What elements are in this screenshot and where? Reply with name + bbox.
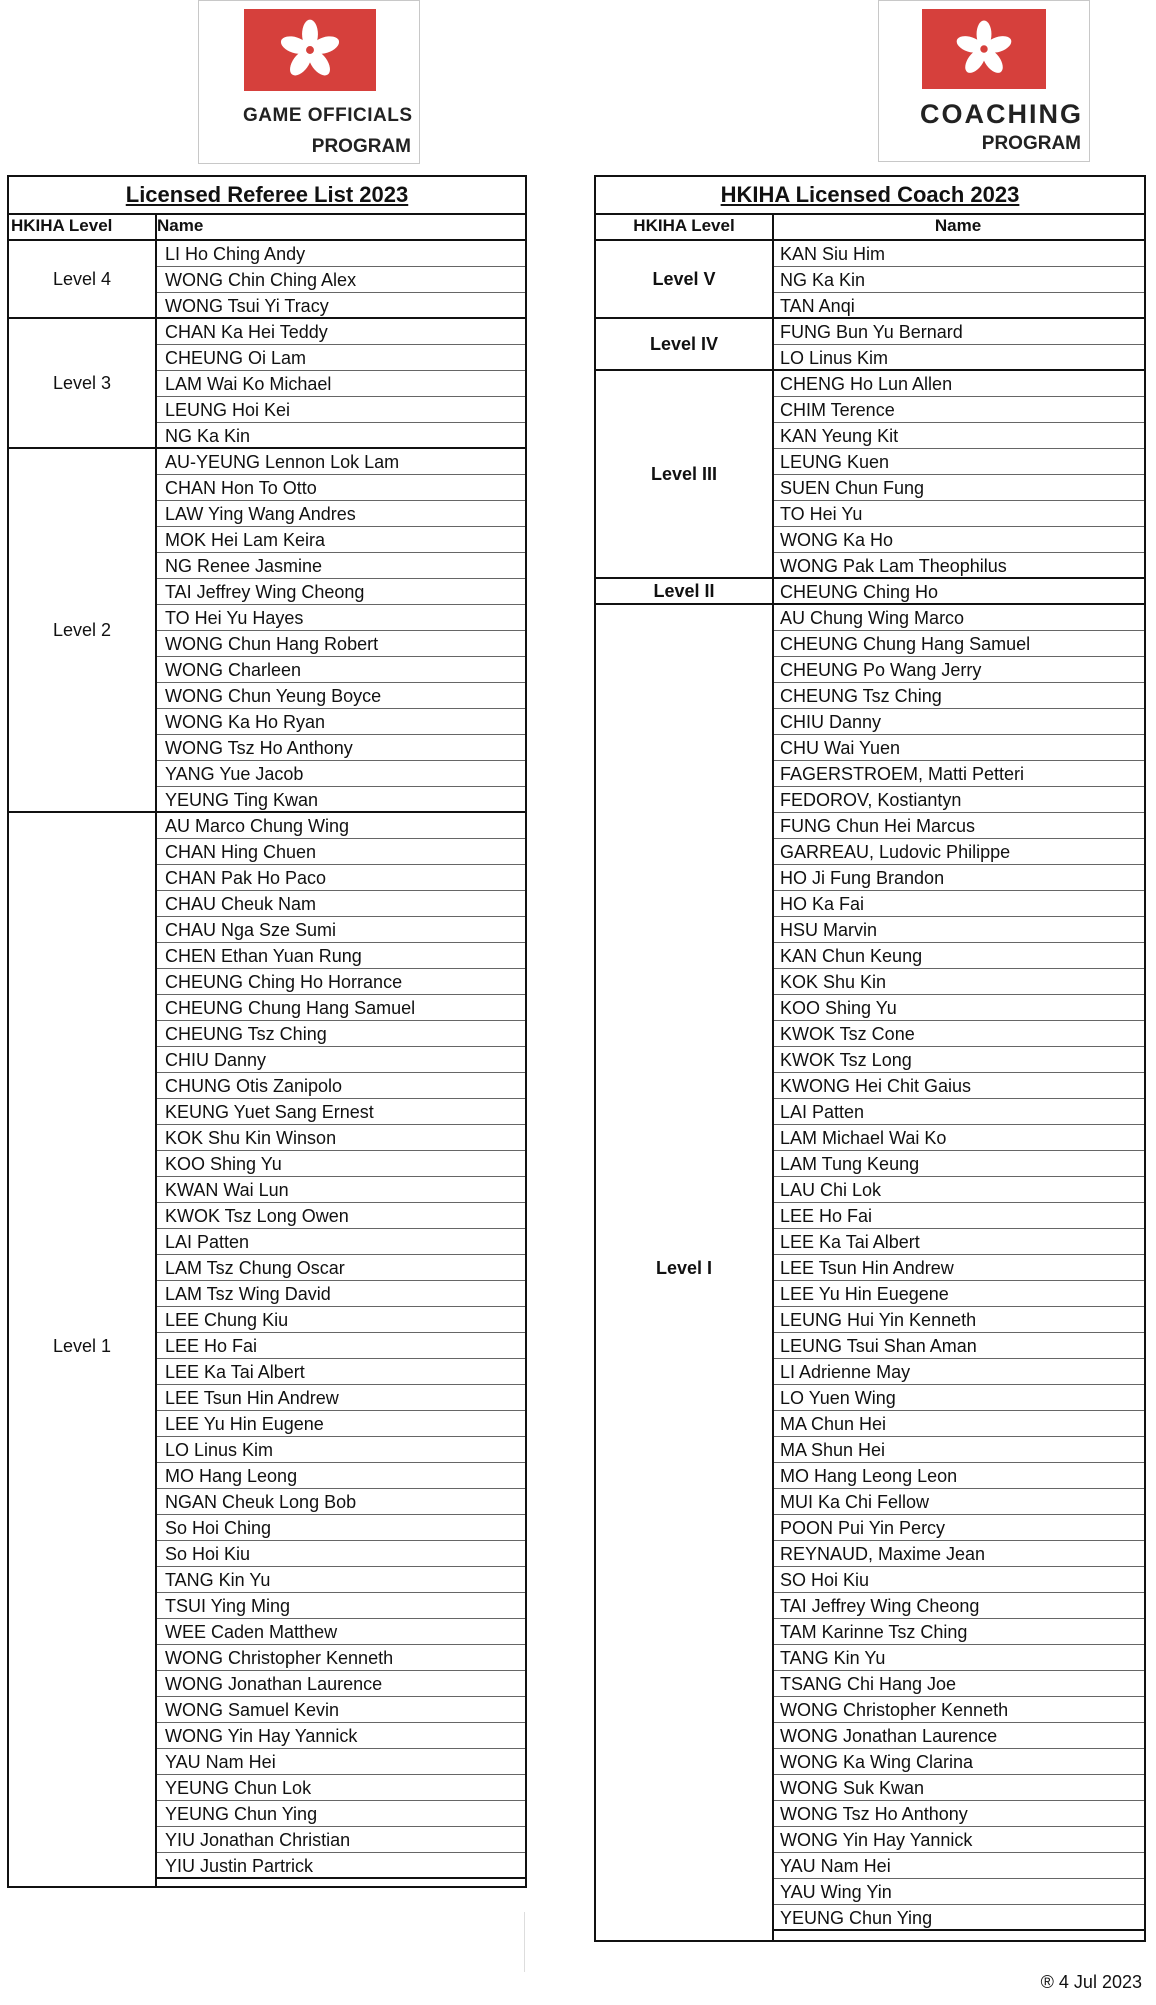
- logo-text-line1: GAME OFFICIALS: [243, 105, 413, 126]
- name-cell: KOO Shing Yu: [157, 1151, 525, 1177]
- name-cell: TO Hei Yu: [774, 501, 1144, 527]
- name-cell: LAM Tsz Chung Oscar: [157, 1255, 525, 1281]
- name-cell: NG Renee Jasmine: [157, 553, 525, 579]
- table-header: [596, 213, 1144, 241]
- name-cell: WONG Christopher Kenneth: [774, 1697, 1144, 1723]
- name-cell: CHAN Pak Ho Paco: [157, 865, 525, 891]
- name-cell: WONG Charleen: [157, 657, 525, 683]
- name-cell: YAU Wing Yin: [774, 1879, 1144, 1905]
- name-cell: KAN Chun Keung: [774, 943, 1144, 969]
- game-officials-logo: [198, 0, 420, 164]
- name-cell: CHAN Hing Chuen: [157, 839, 525, 865]
- divider-line: [524, 1912, 525, 1972]
- name-cell: TANG Kin Yu: [157, 1567, 525, 1593]
- name-cell: WONG Pak Lam Theophilus: [774, 553, 1144, 579]
- logo-text-line2: PROGRAM: [981, 133, 1081, 154]
- name-cell: MA Shun Hei: [774, 1437, 1144, 1463]
- name-cell: CHENG Ho Lun Allen: [774, 371, 1144, 397]
- name-cell: KWOK Tsz Long: [774, 1047, 1144, 1073]
- name-cell: LI Ho Ching Andy: [157, 241, 525, 267]
- level-cell: Level 4: [9, 241, 155, 319]
- name-cell: LEE Tsun Hin Andrew: [774, 1255, 1144, 1281]
- name-cell: LAU Chi Lok: [774, 1177, 1144, 1203]
- name-cell: LAM Tsz Wing David: [157, 1281, 525, 1307]
- hk-flag-icon: [922, 9, 1046, 89]
- name-cell: LO Linus Kim: [774, 345, 1144, 371]
- name-cell: NGAN Cheuk Long Bob: [157, 1489, 525, 1515]
- logo-text-line2: PROGRAM: [311, 136, 411, 157]
- name-cell: CHIM Terence: [774, 397, 1144, 423]
- level-cell: Level I: [655, 1257, 713, 1278]
- name-cell: LEUNG Hui Yin Kenneth: [774, 1307, 1144, 1333]
- name-cell: MUI Ka Chi Fellow: [774, 1489, 1144, 1515]
- name-cell: YEUNG Ting Kwan: [157, 787, 525, 813]
- name-cell: HO Ka Fai: [774, 891, 1144, 917]
- name-cell: KOK Shu Kin: [774, 969, 1144, 995]
- name-cell: WONG Jonathan Laurence: [774, 1723, 1144, 1749]
- name-cell: CHAU Cheuk Nam: [157, 891, 525, 917]
- level-cell: Level IV: [596, 319, 772, 371]
- name-cell: So Hoi Kiu: [157, 1541, 525, 1567]
- name-cell: WONG Tsz Ho Anthony: [157, 735, 525, 761]
- name-cell: TANG Kin Yu: [774, 1645, 1144, 1671]
- name-cell: CHIU Danny: [157, 1047, 525, 1073]
- name-cell: LAI Patten: [157, 1229, 525, 1255]
- table-title: Licensed Referee List 2023: [9, 177, 525, 215]
- name-cell: TSUI Ying Ming: [157, 1593, 525, 1619]
- name-cell: LO Yuen Wing: [774, 1385, 1144, 1411]
- name-cell: WONG Yin Hay Yannick: [157, 1723, 525, 1749]
- name-cell: KAN Siu Him: [774, 241, 1144, 267]
- name-cell: LEE Yu Hin Eugene: [157, 1411, 525, 1437]
- referee-table: [7, 175, 527, 1888]
- name-cell: KEUNG Yuet Sang Ernest: [157, 1099, 525, 1125]
- name-cell: YEUNG Chun Ying: [157, 1801, 525, 1827]
- name-cell: AU-YEUNG Lennon Lok Lam: [157, 449, 525, 475]
- name-cell: CHEUNG Chung Hang Samuel: [157, 995, 525, 1021]
- header-level: HKIHA Level: [633, 216, 735, 235]
- name-cell: CHEN Ethan Yuan Rung: [157, 943, 525, 969]
- coach-table: [594, 175, 1146, 1942]
- name-cell: WONG Ka Ho Ryan: [157, 709, 525, 735]
- name-cell: WONG Chun Hang Robert: [157, 631, 525, 657]
- name-cell: TAI Jeffrey Wing Cheong: [774, 1593, 1144, 1619]
- name-cell: LEE Yu Hin Euegene: [774, 1281, 1144, 1307]
- footer-date: ® 4 Jul 2023: [1040, 1972, 1142, 1992]
- name-cell: YIU Justin Partrick: [157, 1853, 525, 1879]
- name-cell: LAI Patten: [774, 1099, 1144, 1125]
- name-cell: TAI Jeffrey Wing Cheong: [157, 579, 525, 605]
- level-cell: Level II: [596, 579, 772, 605]
- name-cell: MO Hang Leong Leon: [774, 1463, 1144, 1489]
- name-cell: LEE Ho Fai: [774, 1203, 1144, 1229]
- name-cell: LAM Tung Keung: [774, 1151, 1144, 1177]
- name-cell: LO Linus Kim: [157, 1437, 525, 1463]
- name-cell: LEUNG Kuen: [774, 449, 1144, 475]
- name-cell: MO Hang Leong: [157, 1463, 525, 1489]
- name-cell: CHIU Danny: [774, 709, 1144, 735]
- name-cell: LEE Ka Tai Albert: [157, 1359, 525, 1385]
- name-cell: So Hoi Ching: [157, 1515, 525, 1541]
- level-cell: Level 3: [9, 319, 155, 449]
- name-cell: CHAU Nga Sze Sumi: [157, 917, 525, 943]
- name-cell: KWONG Hei Chit Gaius: [774, 1073, 1144, 1099]
- table-header: [9, 213, 525, 241]
- name-cell: NG Ka Kin: [774, 267, 1144, 293]
- name-cell: POON Pui Yin Percy: [774, 1515, 1144, 1541]
- logo-text-line1: COACHING: [920, 99, 1083, 129]
- name-cell: WONG Ka Ho: [774, 527, 1144, 553]
- name-cell: CHEUNG Chung Hang Samuel: [774, 631, 1144, 657]
- name-cell: KWOK Tsz Long Owen: [157, 1203, 525, 1229]
- name-cell: LEE Ka Tai Albert: [774, 1229, 1144, 1255]
- header-name: Name: [934, 216, 982, 235]
- name-cell: YAU Nam Hei: [157, 1749, 525, 1775]
- name-cell: FUNG Bun Yu Bernard: [774, 319, 1144, 345]
- level-cell: Level III: [596, 371, 772, 579]
- name-cell: LAW Ying Wang Andres: [157, 501, 525, 527]
- name-cell: KOO Shing Yu: [774, 995, 1144, 1021]
- name-cell: CHU Wai Yuen: [774, 735, 1144, 761]
- name-cell: LAM Michael Wai Ko: [774, 1125, 1144, 1151]
- name-cell: HSU Marvin: [774, 917, 1144, 943]
- name-cell: TO Hei Yu Hayes: [157, 605, 525, 631]
- name-cell: WONG Chun Yeung Boyce: [157, 683, 525, 709]
- name-cell: WONG Tsz Ho Anthony: [774, 1801, 1144, 1827]
- name-cell: LI Adrienne May: [774, 1359, 1144, 1385]
- name-cell: CHEUNG Tsz Ching: [774, 683, 1144, 709]
- name-cell: YIU Jonathan Christian: [157, 1827, 525, 1853]
- name-cell: WONG Chin Ching Alex: [157, 267, 525, 293]
- name-cell: CHEUNG Ching Ho Horrance: [157, 969, 525, 995]
- name-cell: LEUNG Hoi Kei: [157, 397, 525, 423]
- name-cell: WONG Samuel Kevin: [157, 1697, 525, 1723]
- name-cell: WONG Jonathan Laurence: [157, 1671, 525, 1697]
- name-cell: HO Ji Fung Brandon: [774, 865, 1144, 891]
- header-level: HKIHA Level: [11, 216, 113, 235]
- name-cell: AU Marco Chung Wing: [157, 813, 525, 839]
- name-cell: KOK Shu Kin Winson: [157, 1125, 525, 1151]
- name-cell: AU Chung Wing Marco: [774, 605, 1144, 631]
- level-cell: Level 2: [9, 449, 155, 813]
- name-cell: NG Ka Kin: [157, 423, 525, 449]
- name-cell: TSANG Chi Hang Joe: [774, 1671, 1144, 1697]
- name-cell: FEDOROV, Kostiantyn: [774, 787, 1144, 813]
- name-cell: LEE Tsun Hin Andrew: [157, 1385, 525, 1411]
- name-cell: KWAN Wai Lun: [157, 1177, 525, 1203]
- name-cell: KAN Yeung Kit: [774, 423, 1144, 449]
- name-cell: LAM Wai Ko Michael: [157, 371, 525, 397]
- name-cell: LEUNG Tsui Shan Aman: [774, 1333, 1144, 1359]
- hk-flag-icon: [244, 9, 376, 91]
- name-cell: TAN Anqi: [774, 293, 1144, 319]
- name-cell: CHEUNG Ching Ho: [774, 579, 1144, 605]
- name-cell: FUNG Chun Hei Marcus: [774, 813, 1144, 839]
- level-cell: Level V: [596, 241, 772, 319]
- name-cell: CHAN Ka Hei Teddy: [157, 319, 525, 345]
- name-cell: CHUNG Otis Zanipolo: [157, 1073, 525, 1099]
- name-cell: MA Chun Hei: [774, 1411, 1144, 1437]
- name-cell: WONG Suk Kwan: [774, 1775, 1144, 1801]
- name-cell: CHAN Hon To Otto: [157, 475, 525, 501]
- name-cell: KWOK Tsz Cone: [774, 1021, 1144, 1047]
- name-cell: SO Hoi Kiu: [774, 1567, 1144, 1593]
- header-name: Name: [157, 216, 204, 235]
- name-cell: WONG Christopher Kenneth: [157, 1645, 525, 1671]
- name-cell: YAU Nam Hei: [774, 1853, 1144, 1879]
- name-cell: WONG Tsui Yi Tracy: [157, 293, 525, 319]
- coaching-logo: [878, 0, 1090, 162]
- name-cell: YANG Yue Jacob: [157, 761, 525, 787]
- name-cell: YEUNG Chun Lok: [157, 1775, 525, 1801]
- name-cell: CHEUNG Po Wang Jerry: [774, 657, 1144, 683]
- name-cell: WEE Caden Matthew: [157, 1619, 525, 1645]
- name-cell: WONG Ka Wing Clarina: [774, 1749, 1144, 1775]
- name-cell: CHEUNG Oi Lam: [157, 345, 525, 371]
- name-cell: WONG Yin Hay Yannick: [774, 1827, 1144, 1853]
- name-cell: TAM Karinne Tsz Ching: [774, 1619, 1144, 1645]
- name-cell: LEE Ho Fai: [157, 1333, 525, 1359]
- name-cell: SUEN Chun Fung: [774, 475, 1144, 501]
- name-cell: LEE Chung Kiu: [157, 1307, 525, 1333]
- name-cell: GARREAU, Ludovic Philippe: [774, 839, 1144, 865]
- table-title: HKIHA Licensed Coach 2023: [596, 177, 1144, 215]
- name-cell: FAGERSTROEM, Matti Petteri: [774, 761, 1144, 787]
- name-cell: CHEUNG Tsz Ching: [157, 1021, 525, 1047]
- name-cell: MOK Hei Lam Keira: [157, 527, 525, 553]
- name-cell: YEUNG Chun Ying: [774, 1905, 1144, 1931]
- level-cell: Level 1: [52, 1335, 112, 1356]
- name-cell: REYNAUD, Maxime Jean: [774, 1541, 1144, 1567]
